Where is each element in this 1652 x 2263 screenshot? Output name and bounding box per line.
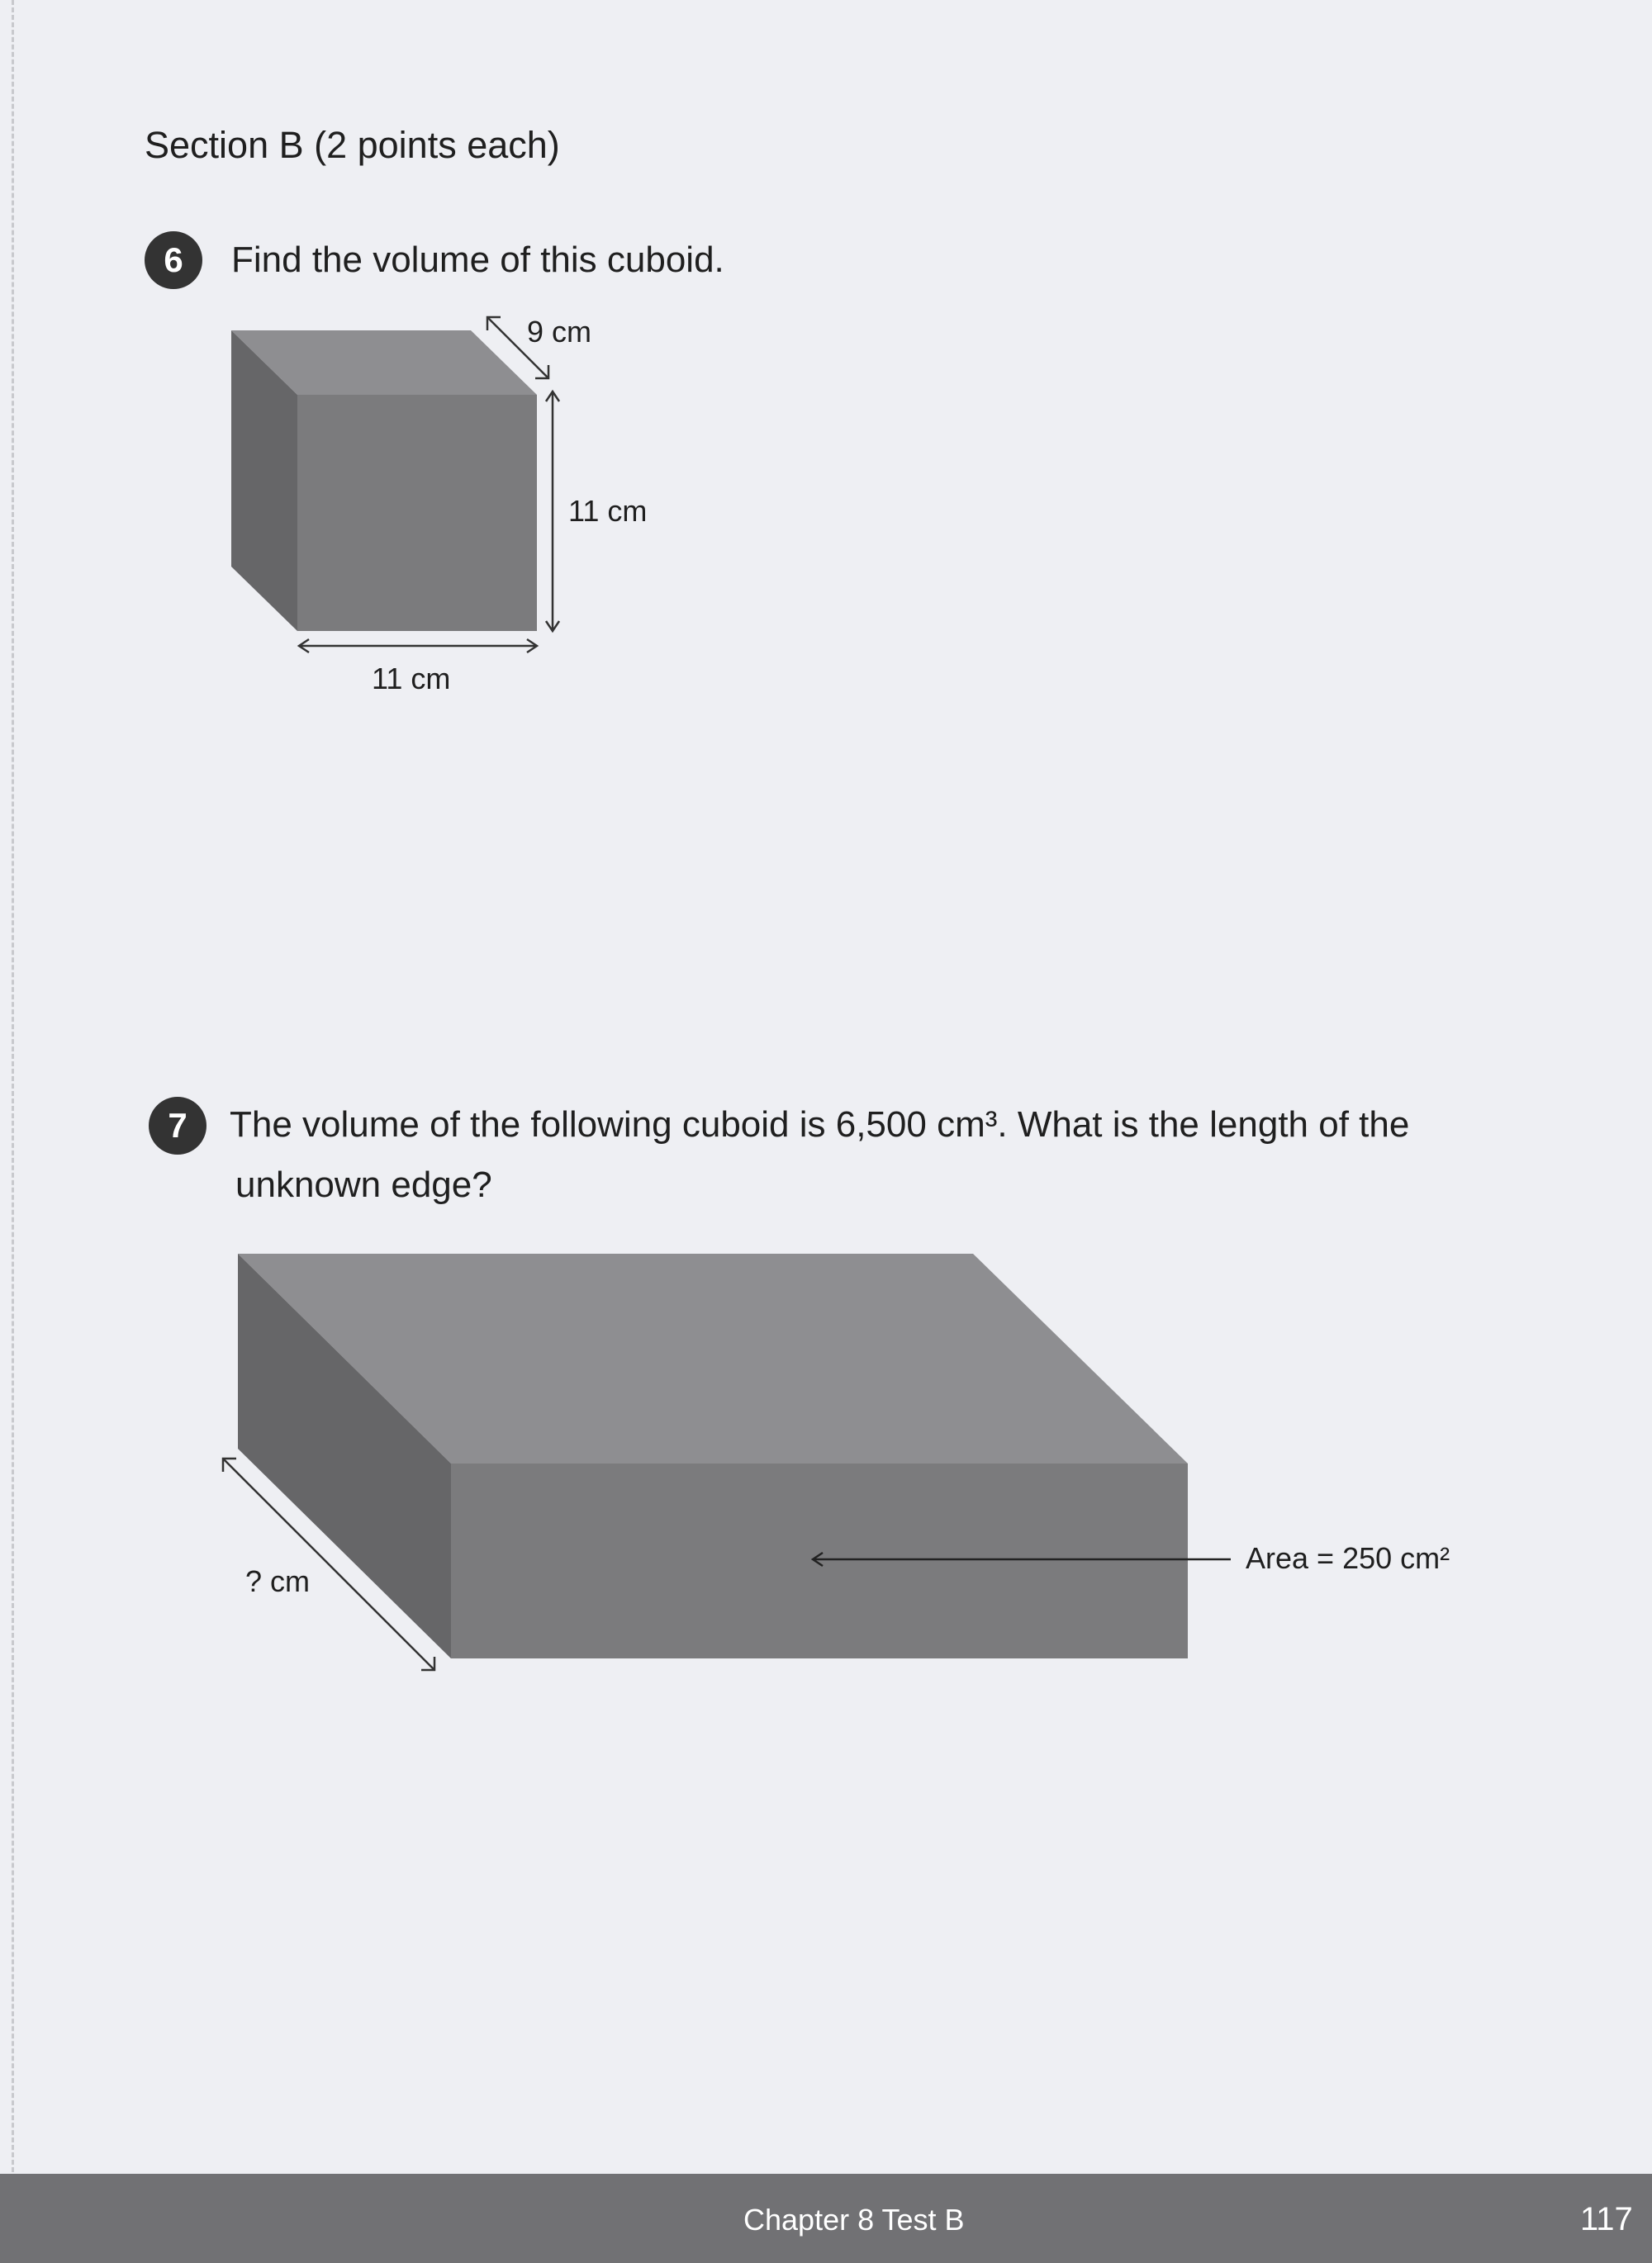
section-title: Section B (2 points each)	[145, 124, 560, 166]
cuboid-7-front-face	[451, 1464, 1188, 1658]
footer-chapter-label: Chapter 8 Test B	[743, 2203, 965, 2237]
unknown-edge-label: ? cm	[245, 1564, 311, 1598]
question-7-text-line1: The volume of the following cuboid is 6,500 cm³. What is the length of the	[230, 1104, 1410, 1145]
page-number: 117	[1580, 2201, 1633, 2237]
height-label: 11 cm	[568, 494, 648, 528]
question-6-text: Find the volume of this cuboid.	[231, 240, 724, 280]
width-label: 11 cm	[372, 662, 451, 695]
question-6-number-badge: 6	[145, 231, 202, 289]
question-7-number-badge: 7	[149, 1097, 206, 1155]
question-7-text-line2: unknown edge?	[235, 1165, 492, 1205]
depth-label: 9 cm	[527, 315, 592, 349]
area-label: Area = 250 cm²	[1246, 1541, 1450, 1575]
